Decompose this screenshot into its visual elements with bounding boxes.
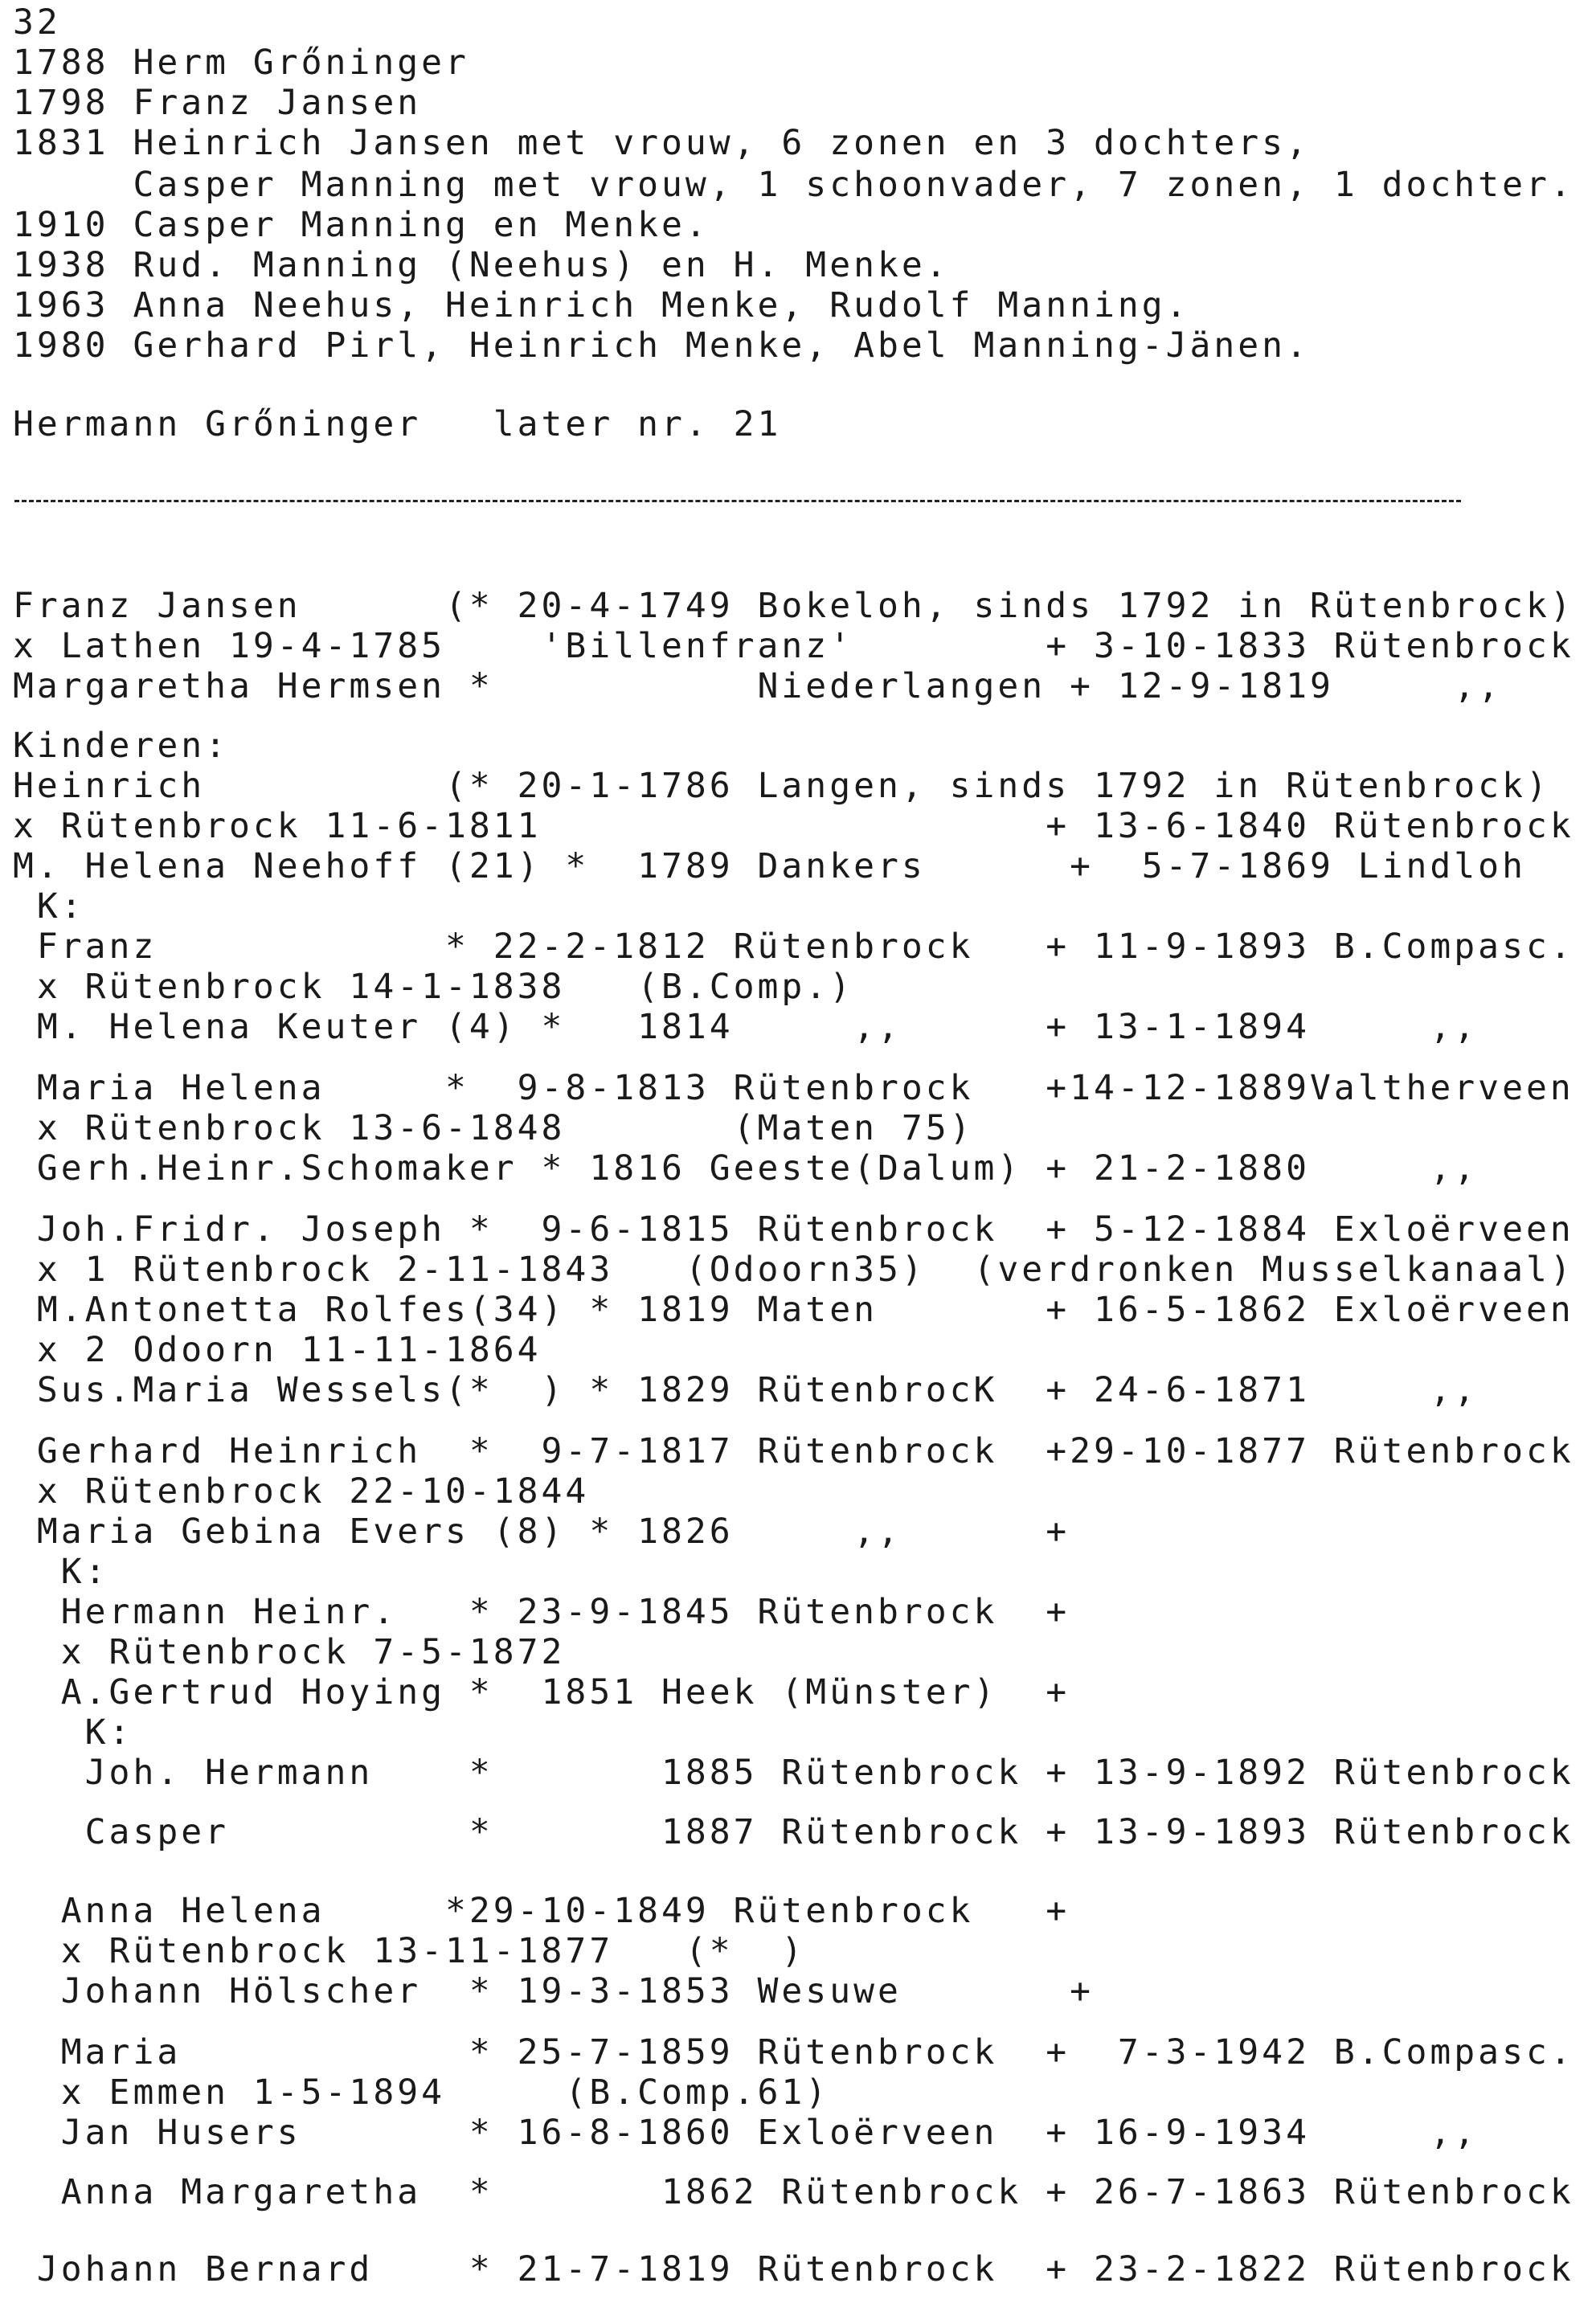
genealogy-line: K:: [13, 1552, 109, 1592]
genealogy-line: x Rütenbrock 22-10-1844: [13, 1471, 590, 1512]
genealogy-line: x Rütenbrock 11-6-1811 + 13-6-1840 Rütenbrock: [13, 806, 1574, 846]
genealogy-line: x 1 Rütenbrock 2-11-1843 (Odoorn35) (verdronken Musselkanaal): [13, 1250, 1574, 1290]
genealogy-line: Joh. Hermann * 1885 Rütenbrock + 13-9-1892 Rütenbrock: [13, 1753, 1574, 1793]
note-line: Hermann Grőninger later nr. 21: [13, 404, 782, 444]
genealogy-line: Franz Jansen (* 20-4-1749 Bokeloh, sinds 1792 in Rütenbrock): [13, 586, 1574, 626]
genealogy-line: A.Gertrud Hoying * 1851 Heek (Münster) +: [13, 1672, 1070, 1712]
genealogy-line: Gerhard Heinrich * 9-7-1817 Rütenbrock +29-10-1877 Rütenbrock: [13, 1431, 1574, 1471]
genealogy-line: K:: [13, 886, 85, 927]
genealogy-line: x Emmen 1-5-1894 (B.Comp.61): [13, 2072, 830, 2113]
genealogy-line: Casper * 1887 Rütenbrock + 13-9-1893 Rütenbrock: [13, 1812, 1574, 1852]
genealogy-line: K:: [13, 1712, 133, 1753]
genealogy-line: Kinderen:: [13, 726, 229, 766]
genealogy-line: M. Helena Neehoff (21) * 1789 Dankers + 5-7-1869 Lindloh: [13, 846, 1526, 886]
genealogy-line: Joh.Fridr. Joseph * 9-6-1815 Rütenbrock + 5-12-1884 Exloërveen: [13, 1209, 1574, 1250]
owner-line: 1831 Heinrich Jansen met vrouw, 6 zonen en 3 dochters,: [13, 123, 1310, 163]
genealogy-line: Gerh.Heinr.Schomaker * 1816 Geeste(Dalum) + 21-2-1880 ,,: [13, 1148, 1479, 1189]
genealogy-line: x Rütenbrock 7-5-1872: [13, 1632, 566, 1672]
genealogy-line: Johann Bernard * 21-7-1819 Rütenbrock + 23-2-1822 Rütenbrock: [13, 2249, 1574, 2289]
genealogy-line: Anna Margaretha * 1862 Rütenbrock + 26-7-1863 Rütenbrock: [13, 2172, 1574, 2212]
genealogy-line: x Rütenbrock 13-6-1848 (Maten 75): [13, 1108, 974, 1148]
genealogy-line: Anna Helena *29-10-1849 Rütenbrock +: [13, 1891, 1070, 1931]
page-number: 32: [13, 2, 61, 43]
dashed-divider: [14, 500, 1461, 502]
genealogy-line: x Rütenbrock 13-11-1877 (* ): [13, 1931, 806, 1971]
genealogy-line: Johann Hölscher * 19-3-1853 Wesuwe +: [13, 1971, 1094, 2011]
genealogy-line: Heinrich (* 20-1-1786 Langen, sinds 1792 in Rütenbrock): [13, 766, 1550, 806]
owner-line: Casper Manning met vrouw, 1 schoonvader, 7 zonen, 1 dochter.: [13, 165, 1574, 205]
owner-line: 1963 Anna Neehus, Heinrich Menke, Rudolf Manning.: [13, 285, 1190, 325]
genealogy-line: Sus.Maria Wessels(* ) * 1829 RütenbrocK + 24-6-1871 ,,: [13, 1370, 1479, 1410]
genealogy-line: M.Antonetta Rolfes(34) * 1819 Maten + 16-5-1862 Exloërveen: [13, 1290, 1574, 1330]
genealogy-line: x 2 Odoorn 11-11-1864: [13, 1330, 542, 1370]
genealogy-line: M. Helena Keuter (4) * 1814 ,, + 13-1-1894 ,,: [13, 1007, 1479, 1047]
genealogy-line: x Lathen 19-4-1785 'Billenfranz' + 3-10-1833 Rütenbrock: [13, 626, 1574, 666]
owner-line: 1788 Herm Grőninger: [13, 43, 469, 83]
genealogy-line: Hermann Heinr. * 23-9-1845 Rütenbrock +: [13, 1592, 1070, 1632]
genealogy-line: Maria Gebina Evers (8) * 1826 ,, +: [13, 1512, 1070, 1552]
genealogy-line: Jan Husers * 16-8-1860 Exloërveen + 16-9-1934 ,,: [13, 2113, 1479, 2153]
owner-line: 1798 Franz Jansen: [13, 83, 422, 123]
genealogy-line: x Rütenbrock 14-1-1838 (B.Comp.): [13, 967, 854, 1007]
genealogy-line: Maria Helena * 9-8-1813 Rütenbrock +14-12-1889Valtherveen: [13, 1068, 1574, 1108]
genealogy-line: Franz * 22-2-1812 Rütenbrock + 11-9-1893 B.Compasc.: [13, 927, 1574, 967]
owner-line: 1980 Gerhard Pirl, Heinrich Menke, Abel Manning-Jänen.: [13, 325, 1310, 366]
owner-line: 1910 Casper Manning en Menke.: [13, 205, 710, 245]
genealogy-line: Maria * 25-7-1859 Rütenbrock + 7-3-1942 B.Compasc.: [13, 2032, 1574, 2072]
owner-line: 1938 Rud. Manning (Neehus) en H. Menke.: [13, 245, 950, 285]
genealogy-line: Margaretha Hermsen * Niederlangen + 12-9-1819 ,,: [13, 666, 1503, 706]
